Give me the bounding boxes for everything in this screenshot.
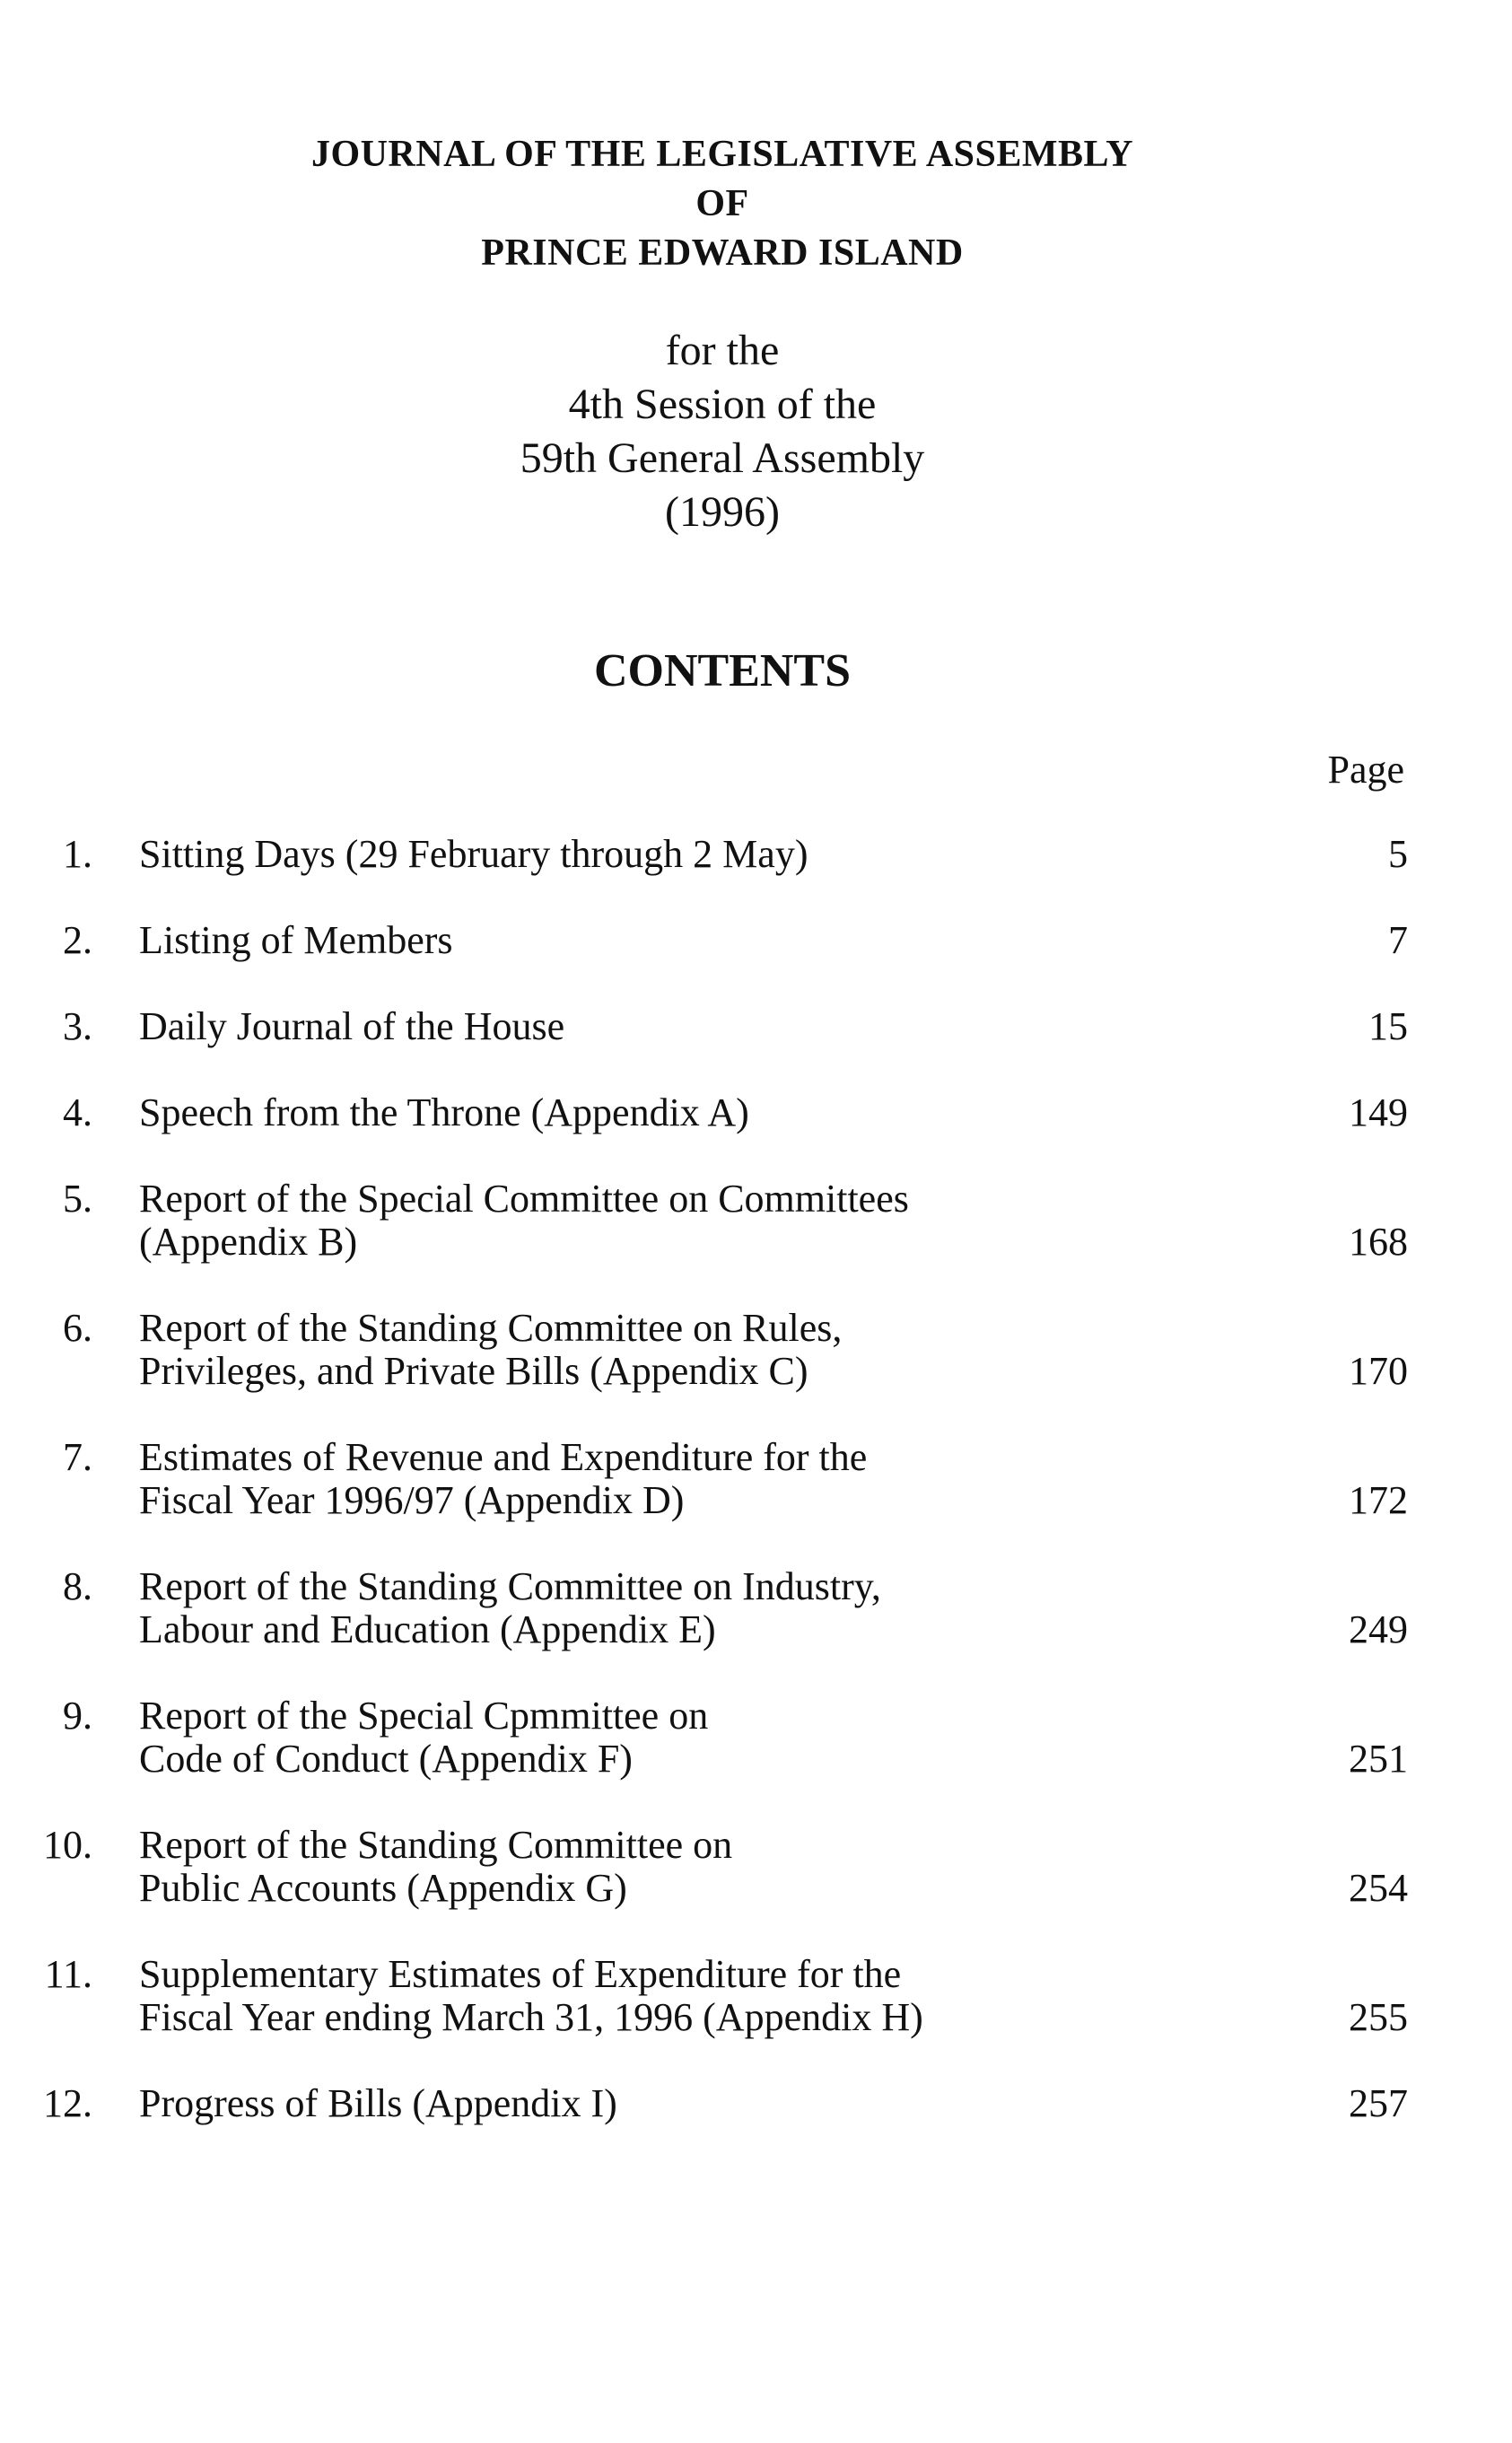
toc-entry-title-line: Progress of Bills (Appendix I) (139, 2081, 617, 2125)
toc-entry-page-number: 5 (1388, 832, 1408, 876)
toc-entry-title-line: Report of the Special Committee on Committees (139, 1177, 909, 1221)
toc-entry-number: 9. (63, 1694, 92, 1738)
toc-entry-page-number: 257 (1349, 2081, 1408, 2125)
toc-entry-title (139, 1091, 1261, 1134)
toc-entry-page-number: 15 (1368, 1004, 1408, 1048)
toc-entry-page-number: 149 (1349, 1090, 1408, 1134)
session-line-for-the: for the (665, 327, 780, 374)
toc-entry-number: 6. (63, 1306, 92, 1350)
toc-entry-title (139, 1178, 1261, 1264)
toc-entry-title (139, 1953, 1261, 2039)
toc-entry-page-number: 172 (1349, 1478, 1408, 1522)
toc-entry-title-line: Fiscal Year 1996/97 (Appendix D) (139, 1478, 685, 1522)
toc-entry-number: 1. (63, 832, 92, 876)
toc-entry-title (139, 1694, 1261, 1781)
toc-entry-title (139, 833, 1261, 876)
journal-title-line-2: OF (695, 183, 749, 224)
toc-entry-title (139, 1565, 1261, 1651)
session-line-year: (1996) (665, 488, 780, 536)
toc-entry-title (139, 2082, 1261, 2125)
toc-entry-page-number: 251 (1349, 1737, 1408, 1781)
toc-entry-title (139, 1436, 1261, 1522)
toc-entry-title-line: Estimates of Revenue and Expenditure for the (139, 1435, 868, 1479)
toc-entry-title-line: Report of the Standing Committee on Rules, (139, 1306, 843, 1350)
toc-entry-title-line: Report of the Special Cpmmittee on (139, 1694, 709, 1738)
session-line-assembly: 59th General Assembly (520, 434, 925, 482)
toc-entry-number: 8. (63, 1564, 92, 1608)
journal-title-line-3: PRINCE EDWARD ISLAND (481, 232, 964, 274)
toc-entry-title-line: Privileges, and Private Bills (Appendix C) (139, 1349, 808, 1393)
toc-entry-title (139, 1005, 1261, 1048)
toc-entry-number: 3. (63, 1004, 92, 1048)
toc-entry-title-line: Code of Conduct (Appendix F) (139, 1737, 633, 1781)
toc-entry-title-line: Supplementary Estimates of Expenditure for the (139, 1952, 902, 1996)
journal-title-line-1: JOURNAL OF THE LEGISLATIVE ASSEMBLY (310, 134, 1134, 175)
page-column-label: Page (1327, 748, 1404, 792)
toc-entry-title-line: Listing of Members (139, 918, 453, 962)
toc-entry-title-line: Sitting Days (29 February through 2 May) (139, 832, 808, 876)
toc-entry-title-line: Report of the Standing Committee on Industry, (139, 1564, 881, 1608)
session-line-session: 4th Session of the (568, 381, 877, 428)
toc-entry-title (139, 1307, 1261, 1393)
toc-entry-number: 5. (63, 1177, 92, 1221)
toc-entry-title-line: Public Accounts (Appendix G) (139, 1866, 627, 1910)
toc-entry-title-line: (Appendix B) (139, 1220, 358, 1264)
toc-entry-page-number: 170 (1349, 1349, 1408, 1393)
toc-entry-title-line: Labour and Education (Appendix E) (139, 1607, 716, 1651)
toc-entry-number: 4. (63, 1090, 92, 1134)
toc-entry-page-number: 7 (1388, 918, 1408, 962)
toc-entry-page-number: 255 (1349, 1995, 1408, 2039)
toc-entry-number: 7. (63, 1435, 92, 1479)
toc-entry-number: 12. (43, 2081, 92, 2125)
toc-entry-page-number: 249 (1349, 1607, 1408, 1651)
toc-entry-page-number: 168 (1349, 1220, 1408, 1264)
toc-entry-title-line: Fiscal Year ending March 31, 1996 (Appendix H) (139, 1995, 923, 2039)
toc-entry-number: 2. (63, 918, 92, 962)
toc-entry-title-line: Report of the Standing Committee on (139, 1823, 733, 1867)
toc-entry-title (139, 1824, 1261, 1910)
toc-entry-number: 11. (44, 1952, 92, 1996)
toc-entry-title-line: Daily Journal of the House (139, 1004, 565, 1048)
toc-entry-title (139, 919, 1261, 962)
toc-entry-page-number: 254 (1349, 1866, 1408, 1910)
toc-entry-number: 10. (43, 1823, 92, 1867)
contents-heading: CONTENTS (593, 645, 852, 696)
toc-entry-title-line: Speech from the Throne (Appendix A) (139, 1090, 749, 1134)
